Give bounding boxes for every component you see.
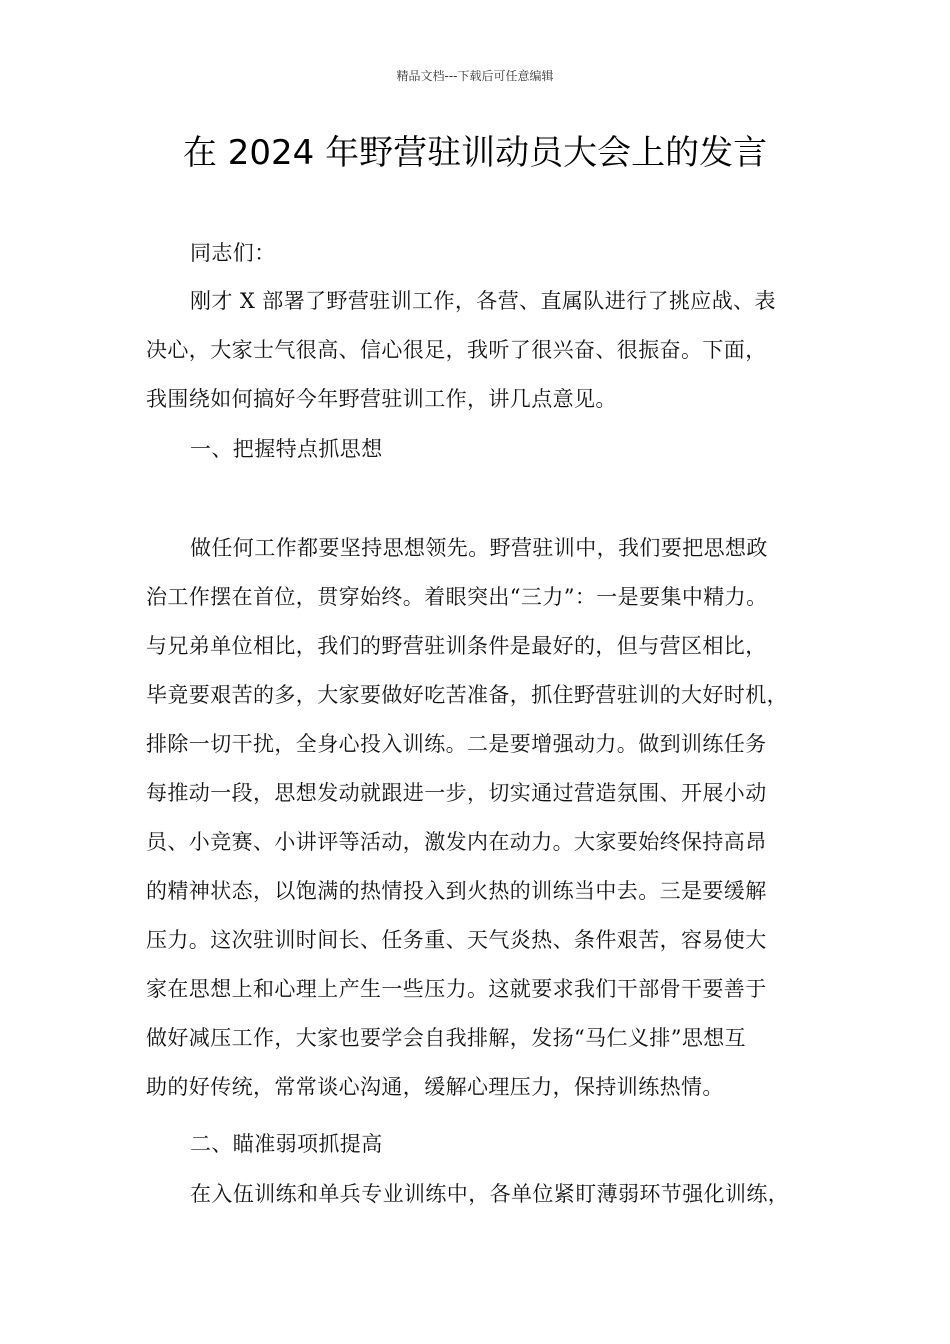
paragraph-2 bbox=[146, 524, 826, 1112]
greeting bbox=[146, 229, 826, 278]
paragraph-line: 每推动一段，思想发动就跟进一步，切实通过营造氛围、开展小动 bbox=[146, 781, 767, 805]
page-header-note: 精品文档---下载后可任意编辑 bbox=[396, 69, 554, 83]
paragraph-3 bbox=[146, 1170, 826, 1219]
paragraph-line: 决心，大家士气很高、信心很足，我听了很兴奋、很振奋。下面， bbox=[146, 338, 767, 362]
paragraph-line: 排除一切干扰，全身心投入训练。二是要增强动力。做到训练任务 bbox=[146, 732, 767, 756]
heading-text: 二、瞄准弱项抓提高 bbox=[190, 1132, 383, 1156]
paragraph-1 bbox=[146, 277, 826, 424]
paragraph-line: 在入伍训练和单兵专业训练中，各单位紧盯薄弱环节强化训练， bbox=[190, 1182, 790, 1206]
paragraph-line: 员、小竞赛、小讲评等活动，激发内在动力。大家要始终保持高昂 bbox=[146, 830, 767, 854]
paragraph-line: 做好减压工作，大家也要学会自我排解，发扬“马仁义排”思想互 bbox=[146, 1026, 747, 1050]
paragraph-line: 助的好传统，常常谈心沟通，缓解心理压力，保持训练热情。 bbox=[146, 1075, 724, 1099]
heading-text: 一、把握特点抓思想 bbox=[190, 437, 383, 461]
greeting-text: 同志们： bbox=[190, 241, 276, 265]
paragraph-line: 毕竟要艰苦的多，大家要做好吃苦准备，抓住野营驻训的大好时机， bbox=[146, 683, 788, 707]
paragraph-line: 刚才 X 部署了野营驻训工作，各营、直属队进行了挑应战、表 bbox=[190, 289, 776, 313]
section-heading-2 bbox=[146, 1120, 826, 1169]
paragraph-line: 我围绕如何搞好今年野营驻训工作，讲几点意见。 bbox=[146, 387, 617, 411]
paragraph-line: 压力。这次驻训时间长、任务重、天气炎热、条件艰苦，容易使大 bbox=[146, 928, 767, 952]
paragraph-line: 治工作摆在首位，贯穿始终。着眼突出“三力”：一是要集中精力。 bbox=[146, 585, 768, 609]
section-heading-1 bbox=[146, 425, 826, 474]
document-title: 在 2024 年野营驻训动员大会上的发言 bbox=[182, 133, 768, 173]
paragraph-line: 的精神状态，以饱满的热情投入到火热的训练当中去。三是要缓解 bbox=[146, 879, 767, 903]
paragraph-line: 与兄弟单位相比，我们的野营驻训条件是最好的，但与营区相比， bbox=[146, 634, 767, 658]
paragraph-line: 家在思想上和心理上产生一些压力。这就要求我们干部骨干要善于 bbox=[146, 977, 767, 1001]
paragraph-line: 做任何工作都要坚持思想领先。野营驻训中，我们要把思想政 bbox=[190, 536, 768, 560]
